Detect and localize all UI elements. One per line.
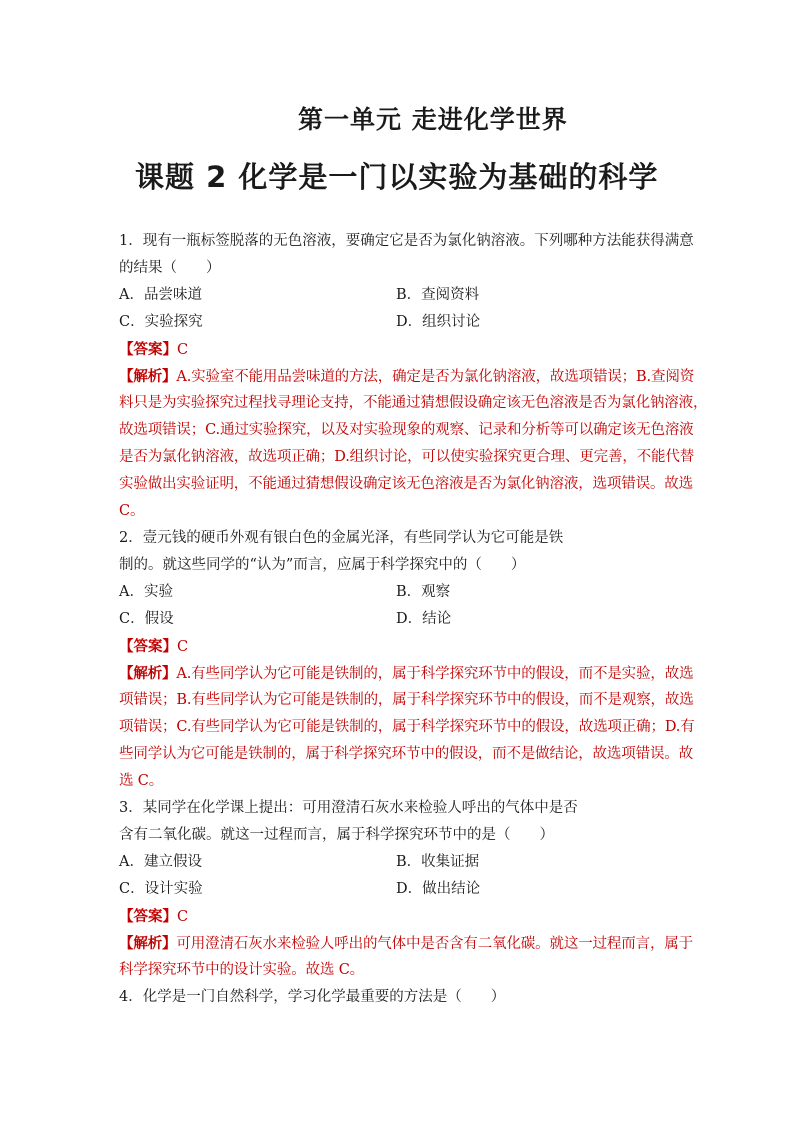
analysis-label: 【解析】 [119,665,177,682]
answer-value: C [177,342,189,358]
analysis-line: 项错误；B.有些同学认为它可能是铁制的，属于科学探究环节中的假设，而不是观察，故选 [119,692,694,708]
question-stem-line: 3．某同学在化学课上提出：可用澄清石灰水来检验人呼出的气体中是否 [119,800,578,816]
question-stem-line: 2．壹元钱的硬币外观有银白色的金属光泽，有些同学认为它可能是铁 [119,530,564,546]
option-row [119,282,679,309]
analysis-block [119,930,694,984]
answer-line [119,903,679,930]
analysis-line: 是否为氯化钠溶液，故选项正确；D.组织讨论，可以使实验探究更合理、更完善，不能代替 [119,449,695,465]
option-c: C．实验探究 [119,314,203,330]
unit-title: 第一单元 走进化学世界 [298,105,568,134]
option-a: A．建立假设 [119,854,202,870]
answer-line [119,336,679,363]
analysis-block [119,363,708,525]
option-d: D．做出结论 [396,881,481,897]
question-1 [119,228,708,525]
question-list [119,228,708,1011]
analysis-line: 【解析】A.有些同学认为它可能是铁制的，属于科学探究环节中的假设，而不是实验，故选 [119,665,694,682]
analysis-line: 项错误；C.有些同学认为它可能是铁制的，属于科学探究环节中的假设，故选项正确；D.有 [119,719,695,735]
answer-label: 【答案】 [119,908,177,925]
option-d: D．组织讨论 [396,314,481,330]
analysis-line: C。 [119,503,145,519]
analysis-line: 【解析】A.实验室不能用品尝味道的方法，确定是否为氯化钠溶液，故选项错误；B.查阅资 [119,368,695,385]
analysis-line: 选 C。 [119,773,164,789]
question-stem-line: 的结果（ ） [119,260,221,276]
option-row [119,876,679,903]
question-4 [119,984,679,1011]
option-b: B．观察 [396,584,451,600]
option-a: A．实验 [119,584,173,600]
question-3 [119,795,694,984]
option-d: D．结论 [396,611,452,627]
analysis-label: 【解析】 [119,368,177,385]
analysis-line: 【解析】可用澄清石灰水来检验人呼出的气体中是否含有二氧化碳。就这一过程而言，属于 [119,935,694,952]
lesson-title: 课题 2 化学是一门以实验为基础的科学 [135,160,659,194]
answer-value: C [177,909,189,925]
analysis-line: 科学探究环节中的设计实验。故选 C。 [119,962,365,978]
option-row [119,849,679,876]
option-row [119,606,679,633]
option-b: B．查阅资料 [396,287,480,303]
option-b: B．收集证据 [396,854,480,870]
option-a: A．品尝味道 [119,287,202,303]
analysis-line: 故选项错误；C.通过实验探究，以及对实验现象的观察、记录和分析等可以确定该无色溶液 [119,422,694,438]
question-2 [119,525,695,795]
answer-label: 【答案】 [119,341,177,358]
analysis-line: 料只是为实验探究过程找寻理论支持，不能通过猜想假设确定该无色溶液是否为氯化钠溶液， [119,395,708,411]
question-stem-line: 4．化学是一门自然科学，学习化学最重要的方法是（ ） [119,989,506,1005]
question-stem-line: 制的。就这些同学的“认为”而言，应属于科学探究中的（ ） [119,557,526,573]
analysis-line: 实验做出实验证明，不能通过猜想假设确定该无色溶液是否为氯化钠溶液，选项错误。故选 [119,476,693,492]
question-stem-line: 1．现有一瓶标签脱落的无色溶液，要确定它是否为氯化钠溶液。下列哪种方法能获得满意 [119,233,694,249]
analysis-line: 些同学认为它可能是铁制的，属于科学探究环节中的假设，而不是做结论，故选项错误。故 [119,746,693,762]
analysis-block [119,660,695,795]
option-row [119,309,679,336]
option-row [119,579,679,606]
answer-value: C [177,639,189,655]
answer-label: 【答案】 [119,638,177,655]
analysis-label: 【解析】 [119,935,177,952]
option-c: C．设计实验 [119,881,203,897]
option-c: C．假设 [119,611,174,627]
question-stem-line: 含有二氧化碳。就这一过程而言，属于科学探究环节中的是（ ） [119,827,554,843]
answer-line [119,633,679,660]
